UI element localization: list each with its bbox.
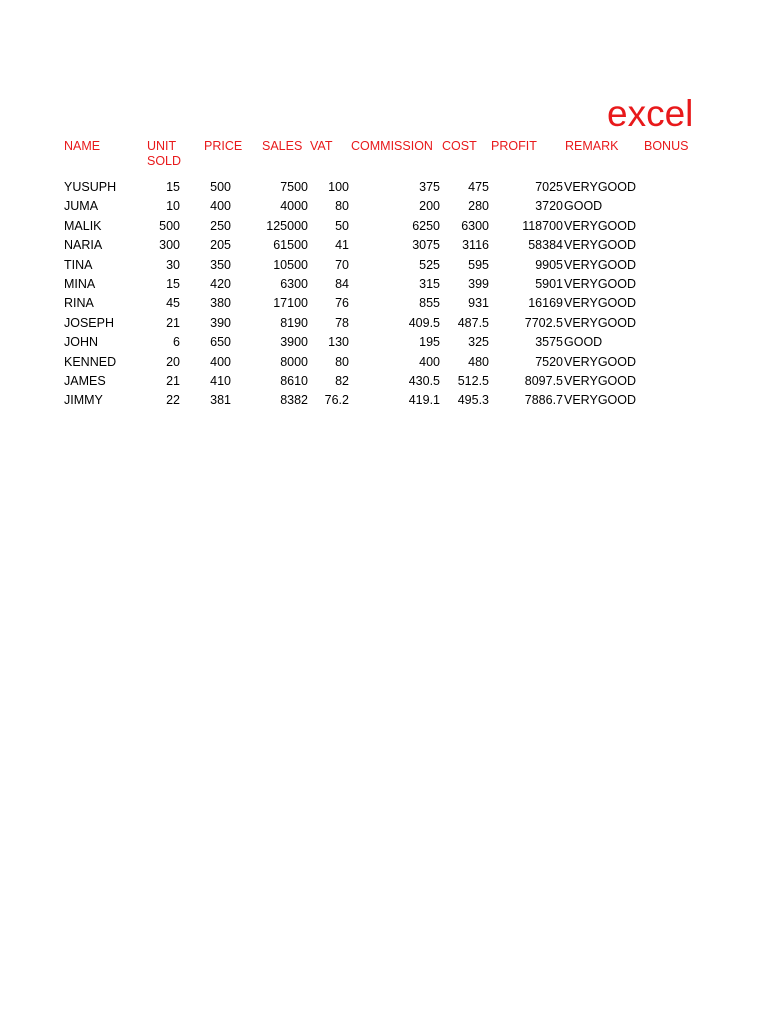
cell-name: MALIK — [64, 218, 102, 233]
cell-sales: 7500 — [280, 180, 308, 194]
cell-remark: VERYGOOD — [564, 238, 637, 253]
cell-commission: 400 — [419, 354, 440, 369]
cell-unit-sold: 500 — [159, 218, 180, 233]
cell-name: JAMES — [64, 374, 106, 388]
table-row — [0, 275, 768, 294]
cell-sales: 10500 — [273, 257, 308, 272]
cell-remark: VERYGOOD — [564, 374, 637, 388]
cell-remark: VERYGOOD — [564, 218, 637, 233]
cell-sales: 17100 — [273, 296, 308, 311]
cell-remark: GOOD — [564, 335, 603, 350]
cell-sales: 125000 — [266, 218, 308, 233]
cell-vat: 76.2 — [324, 393, 349, 408]
cell-unit-sold: 15 — [166, 180, 180, 194]
cell-remark: VERYGOOD — [564, 180, 637, 194]
cell-vat: 50 — [335, 218, 349, 233]
header-cost: COST — [442, 139, 477, 153]
cell-remark: VERYGOOD — [564, 257, 637, 272]
cell-sales: 6300 — [280, 277, 308, 291]
cell-vat: 76 — [335, 296, 349, 311]
cell-sales: 8190 — [280, 315, 308, 330]
header-bonus: BONUS — [644, 139, 689, 153]
cell-commission: 3075 — [412, 238, 440, 253]
cell-name: JIMMY — [64, 393, 103, 408]
cell-price: 400 — [210, 354, 231, 369]
cell-name: JUMA — [64, 199, 99, 214]
cell-profit: 3575 — [535, 335, 563, 350]
cell-vat: 41 — [335, 238, 349, 253]
header-profit: PROFIT — [491, 139, 537, 153]
cell-price: 250 — [210, 218, 231, 233]
cell-sales: 8382 — [280, 393, 308, 408]
cell-unit-sold: 10 — [166, 199, 180, 214]
table-row — [0, 372, 768, 391]
cell-name: JOSEPH — [64, 315, 115, 330]
cell-price: 650 — [210, 335, 231, 350]
cell-cost: 280 — [468, 199, 489, 214]
cell-name: RINA — [64, 296, 94, 311]
cell-price: 410 — [210, 374, 231, 388]
header-unit-line1: UNIT — [147, 139, 177, 153]
cell-name: YUSUPH — [64, 180, 117, 194]
cell-price: 380 — [210, 296, 231, 311]
cell-price: 381 — [210, 393, 231, 408]
cell-vat: 100 — [328, 180, 349, 194]
header-remark: REMARK — [565, 139, 619, 153]
cell-sales: 4000 — [280, 199, 308, 214]
cell-sales: 61500 — [273, 238, 308, 253]
cell-commission: 525 — [419, 257, 440, 272]
cell-remark: VERYGOOD — [564, 296, 637, 311]
cell-unit-sold: 30 — [166, 257, 180, 272]
table-row — [0, 256, 768, 275]
cell-name: JOHN — [64, 335, 99, 350]
cell-commission: 195 — [419, 335, 440, 350]
cell-cost: 512.5 — [457, 374, 489, 388]
cell-profit: 118700 — [522, 218, 563, 233]
cell-cost: 475 — [468, 180, 489, 194]
cell-profit: 7886.7 — [524, 393, 563, 408]
cell-profit: 7025 — [535, 180, 563, 194]
cell-commission: 6250 — [412, 218, 440, 233]
header-unit-sold — [147, 139, 181, 168]
table-row — [0, 294, 768, 313]
table-row — [0, 391, 768, 410]
cell-commission: 409.5 — [408, 315, 440, 330]
cell-sales: 3900 — [280, 335, 308, 350]
cell-sales: 8610 — [280, 374, 308, 388]
cell-name: NARIA — [64, 238, 103, 253]
table-row — [0, 236, 768, 255]
table-row — [0, 353, 768, 372]
table-row — [0, 197, 768, 216]
cell-vat: 84 — [335, 277, 349, 291]
cell-commission: 200 — [419, 199, 440, 214]
cell-vat: 80 — [335, 199, 349, 214]
cell-commission: 855 — [419, 296, 440, 311]
cell-profit: 3720 — [535, 199, 563, 214]
cell-remark: GOOD — [564, 199, 603, 214]
cell-price: 205 — [210, 238, 231, 253]
cell-commission: 419.1 — [408, 393, 440, 408]
table-row — [0, 178, 768, 197]
cell-vat: 130 — [328, 335, 349, 350]
header-name: NAME — [64, 139, 101, 153]
cell-cost: 931 — [468, 296, 489, 311]
cell-cost: 6300 — [461, 218, 489, 233]
cell-unit-sold: 45 — [166, 296, 180, 311]
header-sales: SALES — [262, 139, 303, 153]
cell-commission: 375 — [419, 180, 440, 194]
table-row — [0, 333, 768, 352]
cell-cost: 595 — [468, 257, 489, 272]
cell-remark: VERYGOOD — [564, 393, 637, 408]
cell-name: TINA — [64, 257, 93, 272]
cell-commission: 430.5 — [408, 374, 440, 388]
cell-vat: 82 — [335, 374, 349, 388]
header-price: PRICE — [204, 139, 243, 153]
cell-unit-sold: 6 — [173, 335, 180, 350]
cell-unit-sold: 21 — [166, 374, 180, 388]
cell-sales: 8000 — [280, 354, 308, 369]
cell-cost: 487.5 — [457, 315, 489, 330]
cell-vat: 70 — [335, 257, 349, 272]
cell-commission: 315 — [419, 277, 440, 291]
cell-unit-sold: 15 — [166, 277, 180, 291]
cell-cost: 480 — [468, 354, 489, 369]
cell-unit-sold: 300 — [159, 238, 180, 253]
header-commission: COMMISSION — [351, 139, 433, 153]
cell-price: 390 — [210, 315, 231, 330]
cell-unit-sold: 22 — [166, 393, 180, 408]
cell-profit: 7702.5 — [524, 315, 563, 330]
cell-price: 500 — [210, 180, 231, 194]
header-unit-line2: SOLD — [147, 153, 182, 168]
cell-name: KENNED — [64, 354, 117, 369]
cell-cost: 399 — [468, 277, 489, 291]
cell-remark: VERYGOOD — [564, 277, 637, 291]
sheet-title-area — [560, 90, 693, 140]
cell-name: MINA — [64, 277, 96, 291]
cell-cost: 495.3 — [457, 393, 489, 408]
sheet-title: excel — [607, 93, 693, 134]
cell-profit: 16169 — [528, 296, 563, 311]
cell-unit-sold: 21 — [166, 315, 180, 330]
cell-remark: VERYGOOD — [564, 315, 637, 330]
table-row — [0, 314, 768, 333]
cell-price: 350 — [210, 257, 231, 272]
cell-vat: 80 — [335, 354, 349, 369]
cell-profit: 8097.5 — [524, 374, 563, 388]
cell-profit: 9905 — [535, 257, 563, 272]
table-row — [0, 217, 768, 236]
cell-remark: VERYGOOD — [564, 354, 637, 369]
header-vat: VAT — [310, 139, 333, 153]
cell-cost: 3116 — [462, 238, 489, 253]
cell-price: 420 — [210, 277, 231, 291]
cell-unit-sold: 20 — [166, 354, 180, 369]
cell-profit: 5901 — [535, 277, 563, 291]
cell-profit: 58384 — [528, 238, 563, 253]
cell-profit: 7520 — [535, 354, 563, 369]
cell-vat: 78 — [335, 315, 349, 330]
cell-cost: 325 — [468, 335, 489, 350]
cell-price: 400 — [210, 199, 231, 214]
